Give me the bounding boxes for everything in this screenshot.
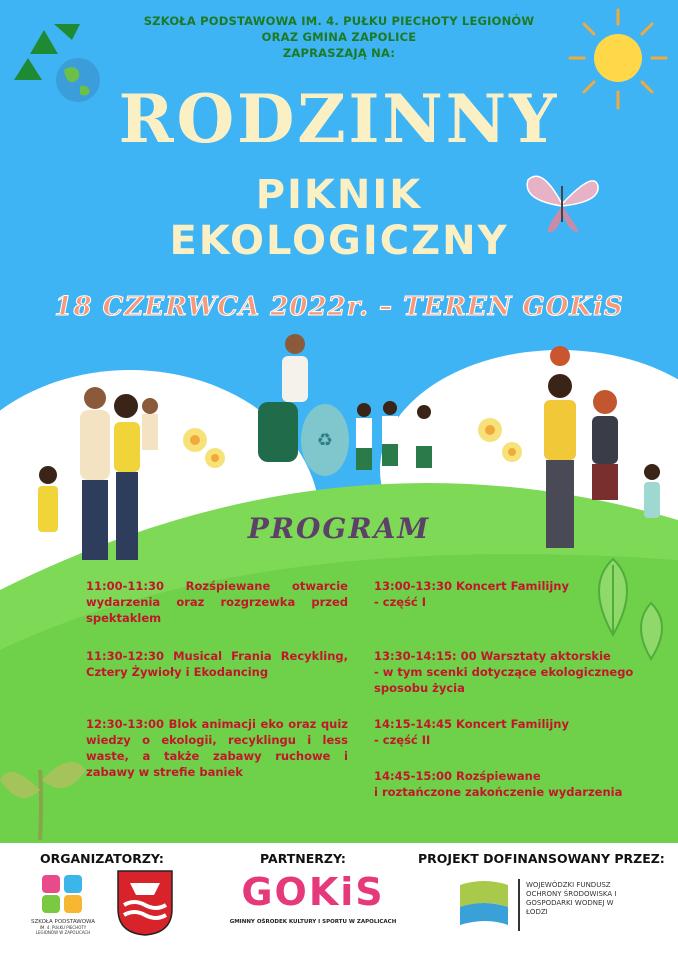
program-item-right-4 xyxy=(374,768,636,800)
program-item-right-2-detail: - w tym scenki dotyczące ekologicznego sposobu życia xyxy=(374,665,634,695)
title-rodzinny: RODZINNY xyxy=(118,80,560,158)
program-item-right-3 xyxy=(374,716,636,748)
organizer-line-2: ORAZ GMINA ZAPOLICE xyxy=(261,30,417,44)
svg-text:♻: ♻ xyxy=(316,430,334,451)
program-item-right-1-title: 13:00-13:30 Koncert Familijny xyxy=(374,579,569,593)
title-piknik-word: PIKNIK xyxy=(255,172,423,218)
program-item-right-1-detail: - część I xyxy=(374,595,427,609)
gokis-logo-subtext: GMINNY OŚRODEK KULTURY I SPORTU W ZAPOLICACH xyxy=(229,919,397,925)
flowers xyxy=(183,418,522,468)
family-center xyxy=(258,334,432,476)
funded-label: PROJEKT DOFINANSOWANY PRZEZ: xyxy=(418,851,665,866)
program-item-right-2-title: 13:30-14:15: 00 Warsztaty aktorskie xyxy=(374,649,611,663)
gokis-logo xyxy=(228,871,398,925)
program-item-right-4-detail: i roztańczone zakończenie wydarzenia xyxy=(374,785,623,799)
coat-of-arms-icon xyxy=(116,869,174,937)
school-logo-subtext: IM. 4. PUŁKU PIECHOTY LEGIONÓW W ZAPOLICACH xyxy=(35,925,91,935)
fund-logo-divider xyxy=(518,879,520,931)
school-logo-text: SZKOŁA PODSTAWOWA xyxy=(31,919,95,925)
program-item-left-3: 12:30-13:00 Blok animacji eko oraz quiz wiedzy o ekologii, recyklingu i less waste, a także zabawy ruchowe i zabawy w strefie baniek xyxy=(86,717,348,779)
program-item-right-3-title: 14:15-14:45 Koncert Familijny xyxy=(374,717,569,731)
school-logo-icon xyxy=(28,871,98,915)
organizer-line-3: ZAPRASZAJĄ NA: xyxy=(282,46,396,60)
program-item-left-1: 11:00-11:30 Rozśpiewane otwarcie wydarzenia oraz rozgrzewka przed spektaklem xyxy=(86,579,348,625)
date-location-line: 18 CZERWCA 2022r. – TEREN GOKiS xyxy=(54,292,624,322)
footer xyxy=(0,843,678,960)
program-item-right-4-title: 14:45-15:00 Rozśpiewane xyxy=(374,769,541,783)
fund-logo-icon xyxy=(456,877,514,929)
program-heading: PROGRAM xyxy=(247,512,431,545)
program-item-right-3-detail: - część II xyxy=(374,733,431,747)
title-piknik xyxy=(0,172,678,264)
partners-label: PARTNERZY: xyxy=(260,851,346,866)
organizer-line-1: SZKOŁA PODSTAWOWA IM. 4. PUŁKU PIECHOTY LEGIONÓW xyxy=(143,14,535,28)
title-ekologiczny-word: EKOLOGICZNY xyxy=(169,218,509,264)
school-logo xyxy=(28,871,98,935)
program-item-left-2: 11:30-12:30 Musical Frania Recykling, Cztery Żywioły i Ekodancing xyxy=(86,649,348,679)
program-item-right-1 xyxy=(374,578,636,610)
sprout-icon xyxy=(0,740,90,840)
fund-name: WOJEWÓDZKI FUNDUSZ OCHRONY ŚRODOWISKA I GOSPODARKI WODNEJ W ŁODZI xyxy=(526,881,617,916)
gokis-logo-text: GOKiS xyxy=(241,870,385,914)
program-item-right-2 xyxy=(374,648,636,696)
organizers-label: ORGANIZATORZY: xyxy=(40,851,164,866)
